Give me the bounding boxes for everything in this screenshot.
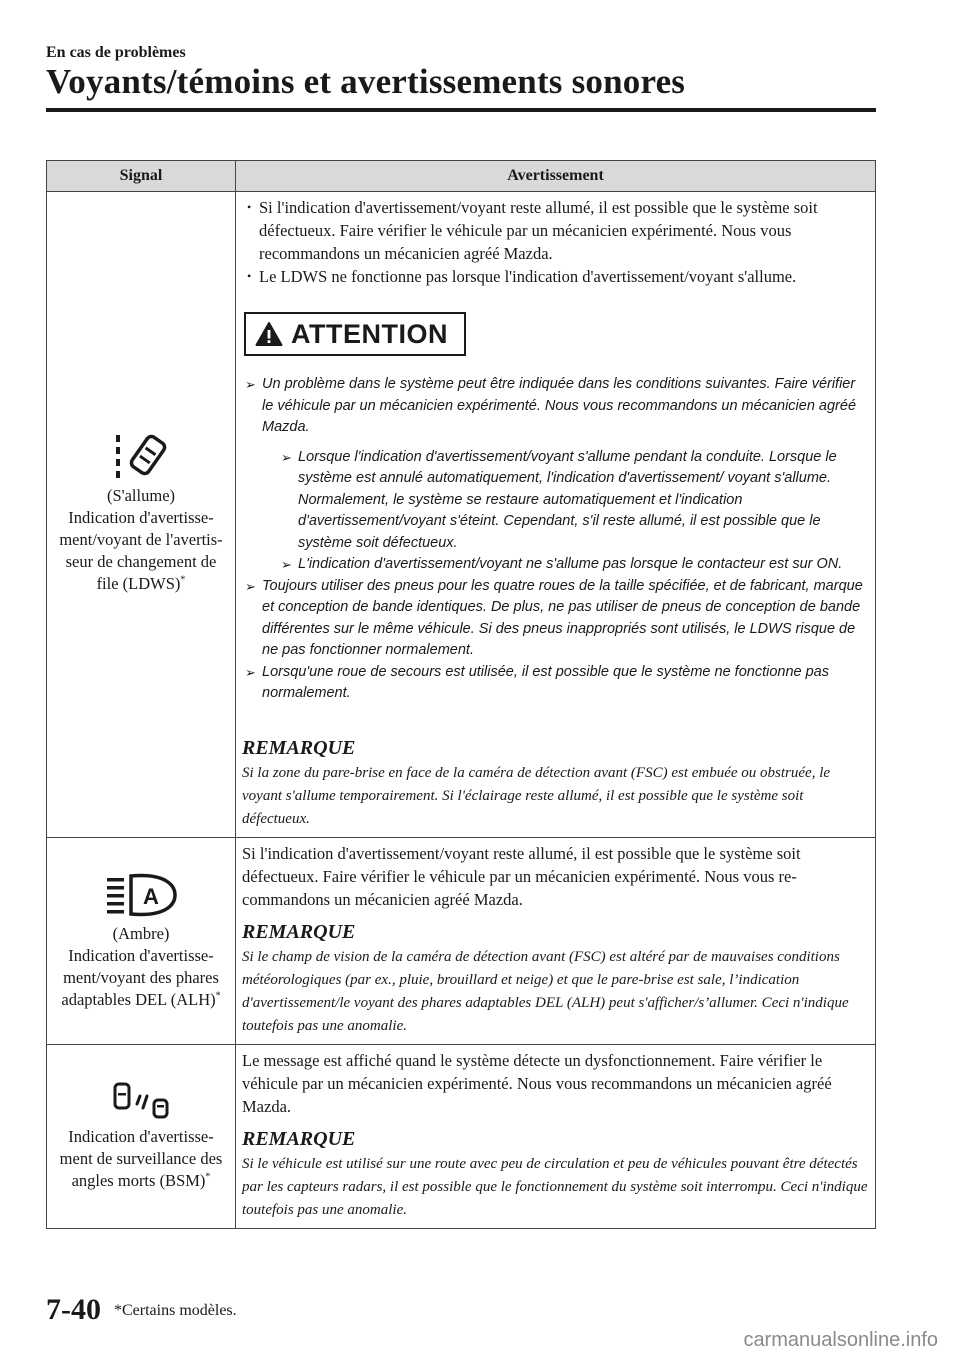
signal-line: ment/voyant de l'avertis- [59,530,223,550]
page-title: Voyants/témoins et avertissements sonores [46,62,686,101]
footnote: *Certains modèles. [114,1302,237,1319]
bullet-list [242,196,869,288]
attention-box [244,312,466,356]
signal-line: file (LDWS)* [96,574,186,594]
table-header-row [47,161,876,192]
section-label: En cas de problèmes [46,44,186,61]
signal-line: ment de surveillance des [59,1149,223,1168]
adaptive-led-headlight-icon [105,871,177,917]
warning-triangle-icon [255,321,283,347]
svg-text:A: A [143,883,159,909]
lane-departure-warning-icon [111,433,171,479]
signal-line: angles morts (BSM)* [71,1171,211,1190]
signal-line: Indication d'avertisse- [68,508,214,528]
warning-cell [236,837,876,1044]
note-text: Si la zone du pare-brise en face de la caméra de détection avant (FSC) est embuée ou obstruée, le voyant s'allume temporairement. Si l'éclairage reste allumé, il est possible que le système soit défectueux. [242,764,831,827]
note-title: REMARQUE [242,1127,356,1150]
attention-item: ➢ Lorsqu'une roue de secours est utilisée, il est possible que le système ne fonctionne pas normalement. [242,662,869,705]
column-header-warning: Avertissement [236,161,876,192]
page-number: 7-40 [46,1293,101,1326]
signal-line: (Ambre) [112,923,170,943]
signal-line: adaptables DEL (ALH)* [61,989,221,1009]
table-row [47,192,876,838]
footnote-asterisk: * [180,574,186,586]
signal-line: seur de changement de [65,552,217,572]
table-row [47,837,876,1044]
signal-line: Indication d'avertisse- [68,945,214,965]
signal-cell [47,1044,236,1228]
note-text: Si le véhicule est utilisé sur une route avec peu de circulation et peu de véhicules pouvant être détectés par les capteurs radars, il est possible que le fonctionnement du système soit interrompu. Ceci n'indique toutefois pas une anomalie. [242,1155,868,1218]
warning-text: Le message est affiché quand le système détecte un dysfonctionnement. Faire vérifier le véhicule par un mécanicien expérimenté. Nous vous recommandons un mécanicien agréé Mazda. [242,1050,832,1116]
note-text: Si le champ de vision de la caméra de détection avant (FSC) est altéré par de mauvaises conditions météorologiques (par ex., pluie, brouillard et neige) et que le pare-brise est sale, l’indication d'avertissement/le voyant des phares adaptables DEL (ALH) peut s'afficher/s’allumer. Ceci n'indique toutefois pas une anomalie. [242,948,849,1034]
signal-cell [47,192,236,838]
attention-label: ATTENTION [291,318,448,349]
attention-subitem: ➢ L'indication d'avertissement/voyant ne s'allume pas lorsque le contacteur est sur ON. [278,554,869,576]
signal-line: (S'allume) [106,486,176,506]
attention-list [242,374,869,705]
title-rule [46,108,876,112]
column-header-signal: Signal [47,161,236,192]
attention-item: ➢ Un problème dans le système peut être indiquée dans les conditions suivantes. Faire vérifier le véhicule par un mécanicien expérimenté. Nous vous recommandons un mécanicien agréé Mazda. ➢ Lorsque l'indication d'avertissement/voyant s'allume pendant la conduite. Lorsque le système est annulé automatiquement, l'indication d'avertissement/ voyant s'allume. Normalement, le système se restaure automatiquement et l'indication d'avertissement/voyant s'éteint. Cependant, s'il reste allumé, il est possible que le système soit défectueux. ➢ L'indication d'avertissement/voyant ne s'allume pas lorsque le contacteur est sur ON. [242,374,869,576]
note-title: REMARQUE [242,920,356,943]
bullet-item: • Si l'indication d'avertissement/voyant reste allumé, il est possible que le système soit défectueux. Faire vérifier le véhicule par un mécanicien expérimenté. Nous vous recommandons un mécanicien agréé Mazda. [242,196,869,265]
footnote-asterisk: * [205,1171,211,1183]
signal-line: Indication d'avertisse- [68,1127,214,1146]
warning-cell [236,1044,876,1228]
blind-spot-monitoring-icon [110,1080,172,1120]
warning-text: Si l'indication d'avertissement/voyant reste allumé, il est possible que le système soit défectueux. Faire vérifier le véhicule par un mécanicien expérimenté. Nous vous recommandons un mécanicien agréé Mazda. [242,843,801,909]
note-title: REMARQUE [242,736,356,759]
attention-subitem: ➢ Lorsque l'indication d'avertissement/voyant s'allume pendant la conduite. Lorsque le système est annulé automatiquement, l'indication d'avertissement/ voyant s'allume. Normalement, le système se restaure automatiquement et l'indication d'avertissement/voyant s'éteint. Cependant, s'il reste allumé, il est possible que le système soit défectueux. [278,447,869,555]
table-row [47,1044,876,1228]
warning-table [46,160,876,1229]
footnote-asterisk: * [215,990,221,1001]
attention-sublist [278,447,869,576]
signal-line: ment/voyant des phares [63,967,219,987]
warning-cell [236,192,876,838]
watermark: carmanualsonline.info [743,1329,938,1351]
attention-item: ➢ Toujours utiliser des pneus pour les quatre roues de la taille spécifiée, et de fabricant, marque et conception de bande identiques. De plus, ne pas utiliser de pneus de conception de bande différentes sur le même véhicule. Si des pneus inappropriés sont utilisés, le LDWS risque de ne pas fonctionner normalement. [242,576,869,662]
signal-cell [47,837,236,1044]
bullet-item: • Le LDWS ne fonctionne pas lorsque l'indication d'avertissement/voyant s'allume. [242,265,869,288]
